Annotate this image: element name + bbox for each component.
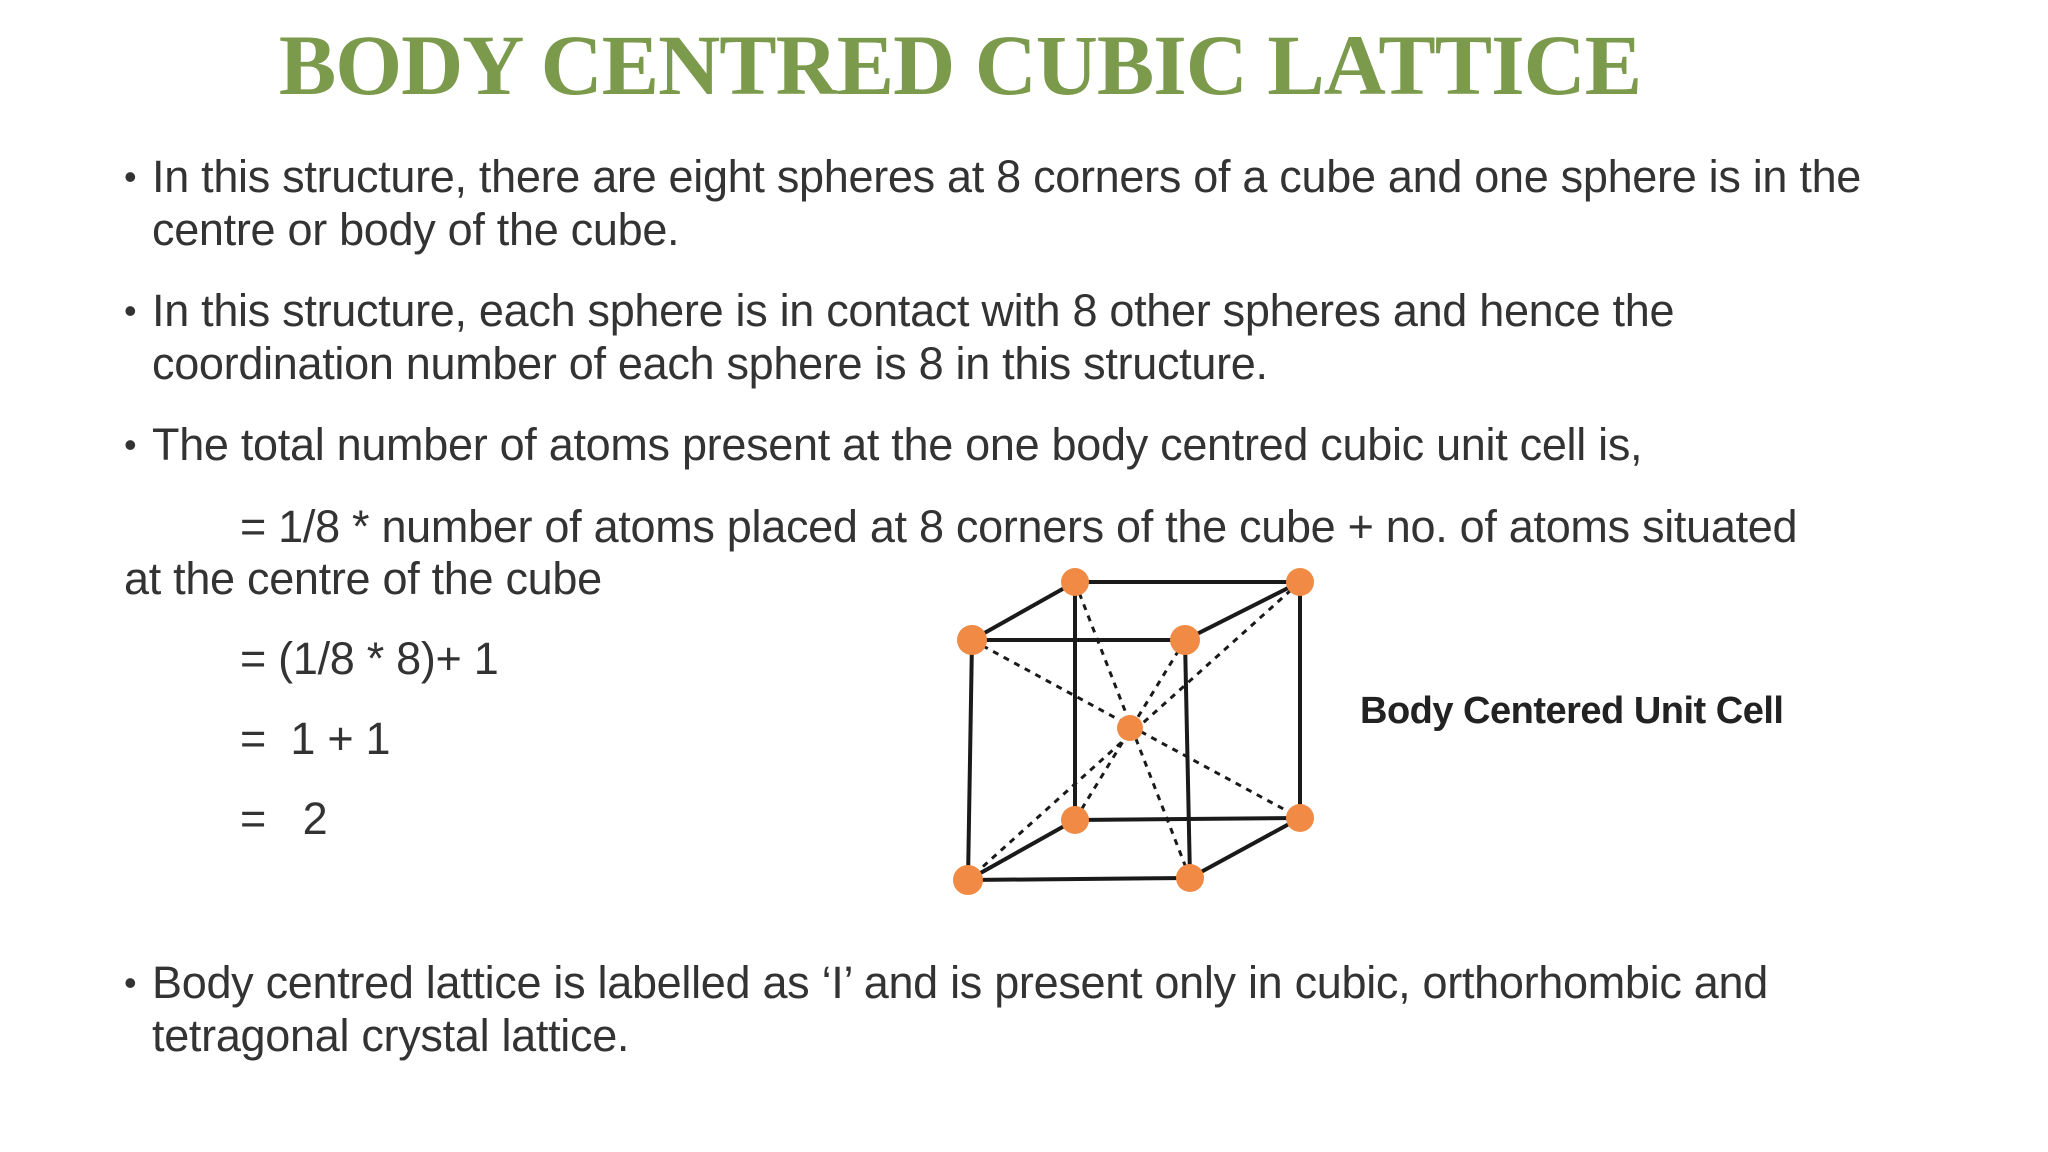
corner-atom: [953, 865, 983, 895]
cube-edge: [968, 878, 1190, 880]
bullet-2-text: In this structure, each sphere is in contact with 8 other spheres and hence the coordination number of each sphere is 8 in this structure.: [152, 285, 1675, 389]
corner-atom: [1286, 804, 1314, 832]
cube-edge: [1185, 640, 1190, 878]
bullet-glyph: •: [124, 424, 137, 465]
bcc-unit-cell-diagram: [940, 558, 1360, 918]
cube-edge: [968, 640, 972, 880]
equation-line-1a: = 1/8 * number of atoms placed at 8 corners of the cube + no. of atoms situated: [240, 501, 1798, 552]
cube-edge: [1190, 818, 1300, 878]
corner-atom: [1286, 568, 1314, 596]
bullet-glyph: •: [124, 962, 137, 1003]
corner-atom: [957, 625, 987, 655]
bullet-4: [124, 956, 1944, 1062]
equation-line-1b: at the centre of the cube: [124, 553, 602, 604]
corner-atom: [1061, 568, 1089, 596]
bullet-2: [124, 284, 1824, 390]
corner-atom: [1061, 806, 1089, 834]
bullet-4-text: Body centred lattice is labelled as ‘I’ and is present only in cubic, orthorhombic and tetragonal crystal lattice.: [152, 957, 1768, 1061]
bullet-glyph: •: [124, 290, 137, 331]
cube-edge: [968, 820, 1075, 880]
equation-line-3: = 1 + 1: [240, 713, 391, 764]
equation-line-2: = (1/8 * 8)+ 1: [240, 633, 499, 684]
center-atom: [1117, 715, 1143, 741]
bullet-3-text: The total number of atoms present at the one body centred cubic unit cell is,: [152, 419, 1643, 470]
corner-atom: [1170, 625, 1200, 655]
bullet-3: [124, 418, 1944, 471]
cube-edge: [1185, 582, 1300, 640]
bullet-glyph: •: [124, 156, 137, 197]
equation-line-4: = 2: [240, 793, 328, 844]
figure-caption: Body Centered Unit Cell: [1360, 690, 1784, 732]
slide-title: BODY CENTRED CUBIC LATTICE: [278, 17, 1642, 113]
bullet-1-text: [124, 150, 1944, 256]
bullet-1-line: In this structure, there are eight spheres at 8 corners of a cube and one sphere is in the centre or body of the cube.: [152, 151, 1862, 255]
bullet-1: [124, 150, 1944, 256]
corner-atom: [1176, 864, 1204, 892]
cube-edge: [972, 582, 1075, 640]
